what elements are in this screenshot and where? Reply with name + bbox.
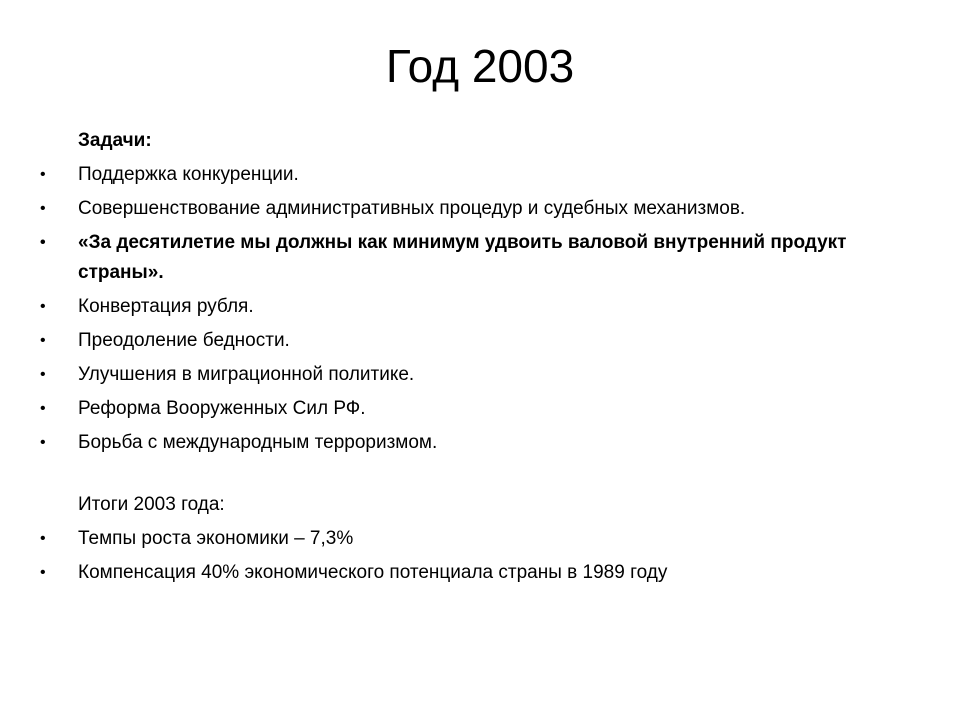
bullet-icon: •: [40, 530, 46, 547]
tasks-heading: Задачи:: [78, 130, 152, 151]
bullet-icon: •: [40, 366, 46, 383]
task-text: Борьба с международным терроризмом.: [78, 432, 438, 453]
section-spacer: [40, 462, 900, 490]
task-item-quote: [40, 228, 900, 288]
bullet-icon: •: [40, 166, 46, 183]
task-text: Реформа Вооруженных Сил РФ.: [78, 398, 366, 419]
task-item: [40, 292, 900, 322]
task-item: [40, 160, 900, 190]
task-text: Поддержка конкуренции.: [78, 164, 299, 185]
task-text-quote: «За десятилетие мы должны как минимум удвоить валовой внутренний продукт страны».: [78, 232, 847, 283]
bullet-icon: •: [40, 564, 46, 581]
task-item: [40, 428, 900, 458]
task-text: Преодоление бедности.: [78, 330, 290, 351]
task-item: [40, 360, 900, 390]
bullet-icon: •: [40, 332, 46, 349]
tasks-list: [40, 160, 900, 458]
result-text: Темпы роста экономики – 7,3%: [78, 528, 354, 549]
result-text: Компенсация 40% экономического потенциала страны в 1989 году: [78, 562, 668, 583]
task-item: [40, 326, 900, 356]
bullet-icon: •: [40, 298, 46, 315]
task-text: Улучшения в миграционной политике.: [78, 364, 415, 385]
results-heading: Итоги 2003 года:: [78, 494, 225, 515]
task-item: [40, 194, 900, 224]
bullet-icon: •: [40, 434, 46, 451]
bullet-icon: •: [40, 200, 46, 217]
result-item: [40, 558, 900, 588]
bullet-icon: •: [40, 400, 46, 417]
task-text: Конвертация рубля.: [78, 296, 254, 317]
bullet-icon: •: [40, 234, 46, 251]
slide-title: Год 2003: [385, 40, 575, 92]
task-text: Совершенствование административных процедур и судебных механизмов.: [78, 198, 746, 219]
task-item: [40, 394, 900, 424]
result-item: [40, 524, 900, 554]
results-list: [40, 524, 900, 588]
slide-content: [40, 126, 900, 592]
